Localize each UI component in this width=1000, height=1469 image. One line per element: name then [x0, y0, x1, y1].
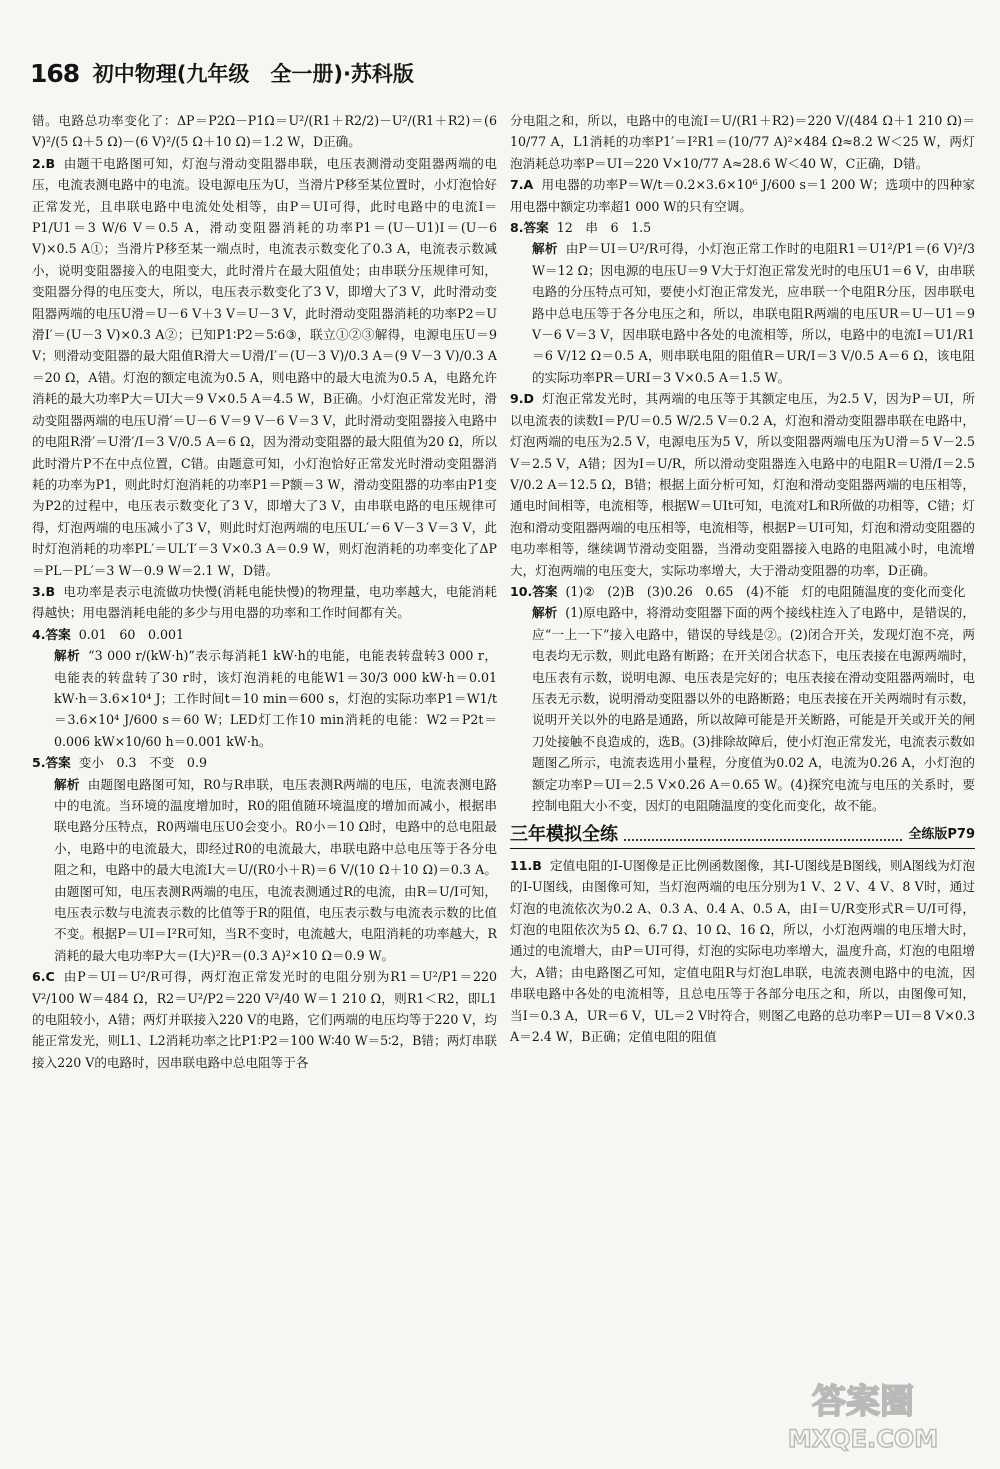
answer-number: 2.B	[32, 155, 56, 171]
answer-item	[32, 752, 497, 966]
watermark-logo	[748, 1373, 978, 1455]
answer-item	[32, 966, 497, 1073]
analysis-text: (1)原电路中，将滑动变阻器下面的两个接线柱连入了电路中，是错误的，应“一上一下”接入电路中，错误的导线是②。(2)闭合开关，发现灯泡不亮，两电表均无示数，则此电路有断路；在开关闭合状态下，电压表接在电源两端时，电压表有示数，说明电源、电压表是完好的；电压表接在滑动变阻器两端时，电压表无示数，说明滑动变阻器以外的电路断路；电压表接在开关两端时有示数，说明开关以外的电路是通路，所以故障可能是开关断路，可能是开关或开关的闸刀处接触不良造成的，选B。(3)排除故障后，使小灯泡正常发光，电流表示数如题图乙所示，电流表选用小量程，分度值为0.02 A，电流为0.26 A，小灯泡的额定功率P＝UI＝2.5 V×0.26 A＝0.65 W。(4)探究电流与电压的关系时，要控制电阻大小不变，因灯的电阻随温度的变化而变化，故不能。	[532, 605, 975, 813]
answer-number: 5.答案	[32, 755, 71, 771]
analysis-label: 解析	[54, 648, 81, 664]
answer-item	[510, 388, 975, 581]
answer-item	[32, 153, 497, 581]
answer-text: 错。电路总功率变化了：ΔP＝P2Ω－P1Ω＝U²/(R1＋R2/2)－U²/(R1＋R2)＝(6 V)²/(5 Ω＋5 Ω)－(6 V)²/(5 Ω＋10 Ω)＝1.2 W，D正确。	[32, 113, 497, 150]
answer-text: 由题干电路图可知，灯泡与滑动变阻器串联，电压表测滑动变阻器两端的电压，电流表测电路中的电流。设电源电压为U，当滑片P移至某位置时，小灯泡恰好正常发光，且串联电路中电流处处相等，由P＝UI可得，此时电路中的电流I＝P1/U1＝3 W/6 V＝0.5 A，滑动变阻器消耗的功率P1＝(U－U1)I＝(U－6 V)×0.5 A①；当滑片P移至某一端点时，电流表示数变化了0.3 A，电流表示数减小，说明变阻器接入的电阻变大，此时滑片在最大阻值处；由串联分压规律可知，变阻器分得的电压变大，所以，电压表示数变化了3 V，即增大了3 V，此时滑动变阻器两端的电压U滑＝U－6 V＋3 V＝U－3 V，此时滑动变阻器消耗的功率P2＝U滑I′＝(U－3 V)×0.3 A②；已知P1∶P2＝5∶6③，联立①②③解得，电源电压U＝9 V；则滑动变阻器的最大阻值R滑大＝U滑/I′＝(U－3 V)/0.3 A＝(9 V－3 V)/0.3 A＝20 Ω，A错。灯泡的额定电流为0.5 A，则电路中的最大电流为0.5 A，电路允许消耗的最大功率P大＝UI大＝9 V×0.5 A＝4.5 W，B正确。小灯泡正常发光时，滑动变阻器两端的电压U滑′＝U－6 V＝9 V－6 V＝3 V，此时滑动变阻器接入电路中的电阻R滑′＝U滑′/I＝3 V/0.5 A＝6 Ω，因为滑动变阻器的最大阻值为20 Ω，所以此时滑片P不在中点位置，C错。由题意可知，小灯泡恰好正常发光时滑动变阻器消耗的功率为P1，则此时灯泡消耗的功率P1＝P额＝3 W，滑动变阻器的功率由P1变为P2的过程中，电压表示数变化了3 V，即增大了3 V，由串联电路的电压规律可得，灯泡两端的电压减小了3 V，则此时灯泡两端的电压UL′＝6 V－3 V＝3 V，此时灯泡消耗的功率PL′＝UL′I′＝3 V×0.3 A＝0.9 W，则灯泡消耗的功率变化了ΔP＝PL－PL′＝3 W－0.9 W＝2.1 W，D错。	[32, 155, 497, 578]
right-column	[510, 110, 975, 1450]
analysis-label: 解析	[54, 776, 80, 792]
leader-dots	[624, 839, 902, 841]
page-number: 168	[30, 59, 80, 88]
answer-number: 6.C	[32, 969, 55, 985]
answer-text: 分电阻之和，所以，电路中的电流I＝U/(R1＋R2)＝220 V/(484 Ω＋1 210 Ω)＝10/77 A，L1消耗的功率P1′＝I²R1＝(10/77 A)²×484 Ω≈8.2 W＜25 W，两灯泡消耗总功率P＝UI＝220 V×10/77 A≈28.6 W＜40 W，C正确，D错。	[510, 113, 975, 171]
answer-item	[510, 110, 975, 174]
left-column	[32, 110, 497, 1450]
answer-number: 4.答案	[32, 626, 71, 642]
watermark-line1: 答案圈	[812, 1382, 914, 1422]
answer-number: 8.答案	[510, 220, 549, 236]
analysis-block	[32, 645, 497, 752]
analysis-block	[510, 238, 975, 388]
answer-number: 3.B	[32, 583, 56, 599]
answer-text: 12 串 6 1.5	[556, 220, 652, 236]
analysis-label: 解析	[532, 241, 558, 257]
right-column-answers	[510, 110, 975, 816]
book-title: 初中物理(九年级 全一册)·苏科版	[92, 62, 414, 86]
answer-item	[510, 174, 975, 217]
answer-text: 由P＝UI＝U²/R可得，两灯泡正常发光时的电阻分别为R1＝U²/P1＝220 V²/100 W＝484 Ω，R2＝U²/P2＝220 V²/40 W＝1 210 Ω，则R1＜R2，即L1的电阻较小，A错；两灯并联接入220 V的电路，它们两端的电压均等于220 V，均能正常发光，则L1、L2消耗功率之比P1∶P2＝100 W∶40 W＝5∶2，B错；两灯串联接入220 V的电路时，因串联电路中总电阻等于各	[32, 969, 497, 1070]
section-title: 三年模拟全练	[510, 824, 618, 846]
answer-item	[32, 624, 497, 752]
answer-text: 用电器的功率P＝W/t＝0.2×3.6×10⁶ J/600 s＝1 200 W；选项中的四种家用电器中额定功率超1 000 W的只有空调。	[510, 177, 975, 214]
right-column-answers-after	[510, 855, 975, 1048]
analysis-text: 由P＝UI＝U²/R可得，小灯泡正常工作时的电阻R1＝U1²/P1＝(6 V)²/3 W＝12 Ω；因电源的电压U＝9 V大于灯泡正常发光时的电压U1＝6 V，由串联电路的分压特点可知，要使小灯泡正常发光，应串联一个电阻R分压，因串联电路中总电压等于各分电压之和，所以，串联电阻R两端的电压UR＝U－U1＝9 V－6 V＝3 V，因串联电路中各处的电流相等，所以，电路中的电流I＝U1/R1＝6 V/12 Ω＝0.5 A，则串联电阻的阻值R＝UR/I＝3 V/0.5 A＝6 Ω，该电阻的实际功率PR＝URI＝3 V×0.5 A＝1.5 W。	[532, 241, 975, 385]
section-header	[510, 824, 975, 848]
answer-number: 10.答案	[510, 583, 558, 599]
analysis-text: “3 000 r/(kW·h)”表示每消耗1 kW·h的电能，电能表转盘转3 000 r，电能表的转盘转了30 r时，该灯泡消耗的电能W1＝30/3 000 kW·h＝0.01 kW·h＝3.6×10⁴ J；工作时间t＝10 min＝600 s，灯泡的实际功率P1＝W1/t＝3.6×10⁴ J/600 s＝60 W；LED灯工作10 min消耗的电能：W2＝P2t＝0.006 kW×10/60 h＝0.001 kW·h。	[54, 648, 497, 749]
page-header	[30, 58, 970, 100]
section-reference: 全练版P79	[908, 827, 975, 843]
answer-number: 9.D	[510, 391, 535, 407]
answer-text: 灯泡正常发光时，其两端的电压等于其额定电压，为2.5 V，因为P＝UI，所以电流表的读数I＝P/U＝0.5 W/2.5 V＝0.2 A，灯泡和滑动变阻器串联在电路中，灯泡两端的电压为2.5 V，电源电压为5 V，所以变阻器两端电压为U滑＝5 V－2.5 V＝2.5 V，A错；因为I＝U/R，所以滑动变阻器连入电路中的电阻R＝U滑/I＝2.5 V/0.2 A＝12.5 Ω，B错；根据上面分析可知，灯泡和滑动变阻器两端的电压相等，通电时间相等，电流相等，根据W＝UIt可知，电流对L和R所做的功相等，C错；灯泡和滑动变阻器两端的电压相等，电流相等，根据P＝UI可知，灯泡和滑动变阻器的电功率相等，继续调节滑动变阻器，当滑动变阻器接入电路的电阻减小时，电流增大，灯泡两端的电压变大，实际功率增大，大于滑动变阻器的功率，D正确。	[510, 391, 975, 578]
answer-text: 0.01 60 0.001	[78, 626, 185, 642]
watermark-line2: MXQE.COM	[787, 1425, 939, 1453]
answer-item	[510, 855, 975, 1048]
analysis-block	[510, 602, 975, 816]
answer-number: 7.A	[510, 177, 534, 193]
analysis-block	[32, 774, 497, 967]
answer-text: 变小 0.3 不变 0.9	[78, 755, 207, 771]
answer-text: (1)② (2)B (3)0.26 0.65 (4)不能 灯的电阻随温度的变化而变化	[565, 583, 966, 599]
answer-item	[32, 581, 497, 624]
answer-text: 定值电阻的I-U图像是正比例函数图像，其I-U图线是B图线，则A图线为灯泡的I-U图线，由图像可知，当灯泡两端的电压分别为1 V、2 V、4 V、8 V时，通过灯泡的电流依次为0.2 A、0.3 A、0.4 A、0.5 A，由I＝U/R变形式R＝U/I可得，灯泡的电阻依次为5 Ω、6.7 Ω、10 Ω、16 Ω，所以，小灯泡两端的电压增大时，通过的电流增大，由P＝UI可得，灯泡的实际电功率增大，温度升高，灯泡的电阻增大，A错；由电路图乙可知，定值电阻R与灯泡L串联，电流表测电路中的电流，因串联电路中各处的电流相等，且总电压等于各部分电压之和，所以，由图像可知，当I＝0.3 A，UR＝6 V，UL＝2 V时符合，则图乙电路的总功率P＝UI＝8 V×0.3 A＝2.4 W，B正确；定值电阻的阻值	[510, 857, 975, 1045]
answer-text: 电功率是表示电流做功快慢(消耗电能快慢)的物理量，电功率越大，电能消耗得越快；用电器消耗电能的多少与用电器的功率和工作时间都有关。	[32, 583, 497, 621]
answer-number: 11.B	[510, 857, 542, 873]
analysis-text: 由题图电路图可知，R0与R串联，电压表测R两端的电压，电流表测电路中的电流。当环境的温度增加时，R0的阻值随环境温度的增加而减小，根据串联电路分压特点，R0两端电压U0会变小。R0小＝10 Ω时，电路中的总电阻最小，电路中的电流最大，即经过R0的电流最大，串联电路中总电压等于各分电阻之和，电路中的最大电流I大＝U/(R0小＋R)＝6 V/(10 Ω＋10 Ω)＝0.3 A。由题图可知，电压表测R两端的电压，电流表测通过R的电流，由R＝U/I可知，电压表示数与电流表示数的比值等于R的阻值，电压表示数与电流表示数的比值不变。根据P＝UI＝I²R可知，当R不变时，电流越大，电阻消耗的功率越大，R消耗的最大电功率P大＝(I大)²R＝(0.3 A)²×10 Ω＝0.9 W。	[54, 776, 497, 963]
answer-item	[32, 110, 497, 153]
answer-item	[510, 581, 975, 816]
answer-item	[510, 217, 975, 388]
analysis-label: 解析	[532, 605, 558, 621]
